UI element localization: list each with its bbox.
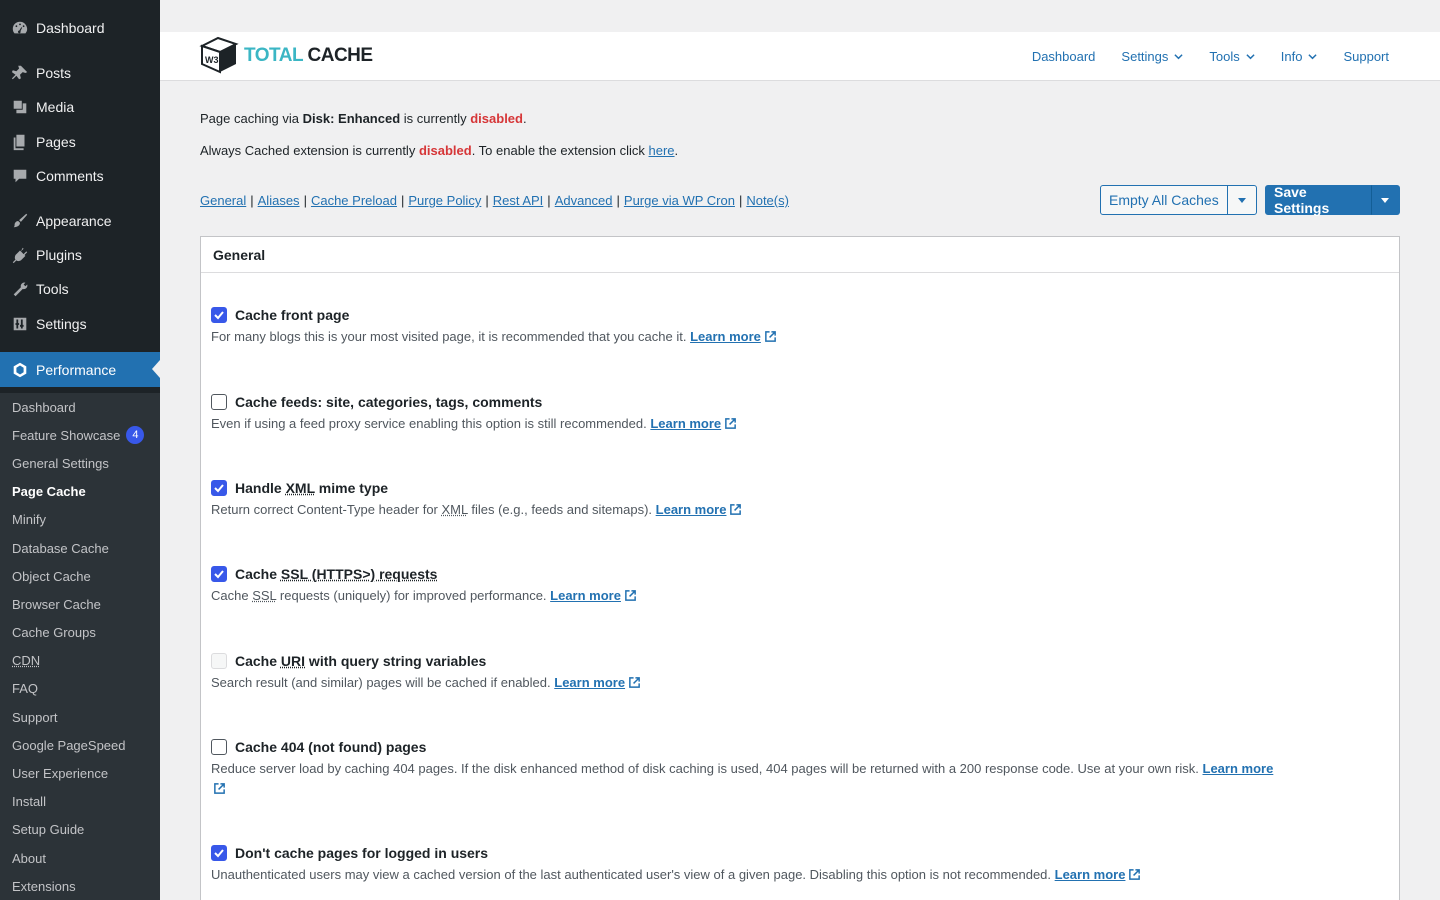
submenu-item-cdn[interactable]: CDN: [12, 653, 41, 669]
cache-404-checkbox[interactable]: [211, 739, 227, 755]
sidebar-item-settings[interactable]: [0, 307, 160, 341]
notification-badge: 4: [126, 426, 144, 444]
sidebar-item-plugins[interactable]: [0, 238, 160, 272]
logged-in-users-checkbox[interactable]: [211, 845, 227, 861]
empty-all-caches-button[interactable]: Empty All Caches: [1100, 185, 1228, 215]
sidebar-item-appearance[interactable]: [0, 204, 160, 238]
cache-front-page-checkbox[interactable]: [211, 307, 227, 323]
tab-purge-policy[interactable]: Purge Policy: [408, 193, 482, 208]
submenu-item-install[interactable]: Install: [12, 794, 46, 810]
sidebar-item-label: Posts: [36, 65, 72, 81]
learn-more-link[interactable]: Learn more: [1054, 867, 1126, 882]
page-cache-status-notice: Page caching via Disk: Enhanced is currently disabled.: [200, 111, 527, 126]
chevron-down-icon: [1308, 52, 1317, 61]
external-link-icon: [624, 589, 637, 602]
tab-general[interactable]: General: [200, 193, 247, 208]
admin-sidebar: [0, 0, 160, 900]
option-cache-uri-query: Cache URI with query string variables Search result (and similar) pages will be cached if enabled. Learn more: [211, 651, 1381, 693]
enable-extension-link[interactable]: here: [648, 143, 675, 158]
submenu-item-google-pagespeed[interactable]: Google PageSpeed: [12, 737, 126, 753]
status-disabled: disabled: [418, 143, 472, 158]
sliders-icon: [10, 314, 30, 334]
sidebar-item-label: Media: [36, 99, 75, 115]
sidebar-item-posts[interactable]: [0, 56, 160, 90]
option-cache-front-page: Cache front page For many blogs this is your most visited page, it is recommended that you cache it. Learn more: [211, 305, 1381, 347]
chevron-down-icon: [1174, 52, 1183, 61]
svg-text:W3: W3: [205, 55, 219, 65]
option-cache-404: Cache 404 (not found) pages Reduce server load by caching 404 pages. If the disk enhanced method of disk caching is used, 404 pages will be returned with a 200 response code. Use at your own risk. Learn more: [211, 737, 1381, 799]
external-link-icon: [764, 330, 777, 343]
sidebar-item-label: Settings: [36, 316, 87, 332]
learn-more-link[interactable]: Learn more: [690, 329, 761, 344]
external-link-icon: [628, 676, 641, 689]
cache-ssl-checkbox[interactable]: [211, 566, 227, 582]
submenu-item-about[interactable]: About: [12, 850, 46, 866]
cache-uri-query-checkbox[interactable]: [211, 653, 227, 669]
submenu-item-browser-cache[interactable]: Browser Cache: [12, 596, 101, 612]
save-settings-dropdown-toggle[interactable]: [1371, 185, 1400, 215]
sidebar-item-label: Performance: [36, 361, 117, 378]
submenu-item-database-cache[interactable]: Database Cache: [12, 540, 109, 556]
cube-logo-icon: [198, 36, 242, 76]
panel-title: General: [201, 237, 1399, 273]
nav-info[interactable]: Info: [1281, 49, 1318, 64]
sidebar-item-label: Dashboard: [36, 20, 105, 36]
performance-icon: [10, 360, 30, 380]
tab-cache-preload[interactable]: Cache Preload: [310, 193, 397, 208]
checkmark-icon: [213, 568, 225, 580]
comment-icon: [10, 166, 30, 186]
option-cache-feeds: Cache feeds: site, categories, tags, comments Even if using a feed proxy service enabling this option is still recommended. Learn more: [211, 392, 1381, 434]
pin-icon: [10, 63, 30, 83]
submenu-item-faq[interactable]: FAQ: [12, 681, 39, 697]
submenu-item-page-cache[interactable]: Page Cache: [12, 484, 86, 500]
external-link-icon: [1128, 868, 1141, 881]
sidebar-item-label: Comments: [36, 168, 104, 184]
option-logged-in-users: Don't cache pages for logged in users Unauthenticated users may view a cached version of the last authenticated user's view of a given page. Disabling this option is not recommended. Learn more: [211, 843, 1381, 885]
save-settings-group: [1265, 185, 1400, 215]
sidebar-item-label: Plugins: [36, 247, 82, 263]
submenu-item-setup-guide[interactable]: Setup Guide: [12, 822, 85, 838]
caret-down-icon: [1238, 198, 1246, 203]
option-cache-ssl: Cache SSL (HTTPS>) requests Cache SSL requests (uniquely) for improved performance. Learn more: [211, 564, 1381, 606]
learn-more-link[interactable]: Learn more: [655, 502, 727, 517]
dashboard-icon: [10, 18, 30, 38]
checkmark-icon: [213, 309, 225, 321]
handle-xml-mime-checkbox[interactable]: [211, 480, 227, 496]
logo-text-total: TOTAL: [244, 45, 303, 66]
learn-more-link[interactable]: Learn more: [550, 588, 621, 603]
empty-caches-dropdown-toggle[interactable]: [1227, 185, 1257, 215]
brush-icon: [10, 211, 30, 231]
sidebar-item-label: Tools: [36, 281, 69, 297]
checkmark-icon: [213, 482, 225, 494]
caret-down-icon: [1381, 198, 1389, 203]
external-link-icon: [213, 782, 226, 795]
submenu-item-minify[interactable]: Minify: [12, 512, 46, 528]
tab-notes[interactable]: Note(s): [746, 193, 789, 208]
tab-aliases[interactable]: Aliases: [257, 193, 300, 208]
tab-advanced[interactable]: Advanced: [554, 193, 613, 208]
learn-more-link[interactable]: Learn more: [1202, 761, 1274, 776]
sidebar-item-comments[interactable]: [0, 159, 160, 193]
learn-more-link[interactable]: Learn more: [554, 675, 626, 690]
performance-submenu: [0, 393, 160, 900]
status-disabled: disabled: [470, 111, 523, 126]
cache-feeds-checkbox[interactable]: [211, 394, 227, 410]
sidebar-item-label: Appearance: [36, 213, 112, 229]
general-settings-panel: [200, 236, 1400, 900]
submenu-item-feature-showcase[interactable]: Feature Showcase 4: [0, 421, 160, 449]
section-tabs: General | Aliases | Cache Preload | Purge Policy | Rest API | Advanced | Purge via WP Cron | Note(s): [200, 193, 789, 208]
w3-total-cache-logo[interactable]: [198, 36, 373, 76]
sidebar-item-dashboard[interactable]: [0, 11, 160, 45]
sidebar-item-tools[interactable]: [0, 272, 160, 306]
tab-purge-via-wp-cron[interactable]: Purge via WP Cron: [623, 193, 735, 208]
empty-caches-group: [1100, 185, 1257, 215]
submenu-item-general-settings[interactable]: General Settings: [12, 455, 109, 471]
sidebar-item-media[interactable]: [0, 90, 160, 124]
external-link-icon: [724, 417, 737, 430]
submenu-item-dashboard[interactable]: Dashboard: [12, 399, 76, 415]
plugin-top-nav: [1006, 32, 1389, 80]
plugin-header: [160, 32, 1440, 81]
option-handle-xml-mime: Handle XML mime type Return correct Content-Type header for XML files (e.g., feeds and sitemaps). Learn more: [211, 478, 1381, 520]
nav-support[interactable]: Support: [1343, 48, 1389, 64]
media-icon: [10, 97, 30, 117]
submenu-item-cache-groups[interactable]: Cache Groups: [12, 625, 96, 641]
checkmark-icon: [213, 847, 225, 859]
plug-icon: [10, 245, 30, 265]
submenu-item-object-cache[interactable]: Object Cache: [12, 568, 91, 584]
sidebar-item-label: Pages: [36, 134, 76, 150]
logo-text-cache: CACHE: [307, 45, 373, 66]
sidebar-item-pages[interactable]: [0, 125, 160, 159]
wrench-icon: [10, 279, 30, 299]
learn-more-link[interactable]: Learn more: [650, 416, 722, 431]
submenu-item-extensions[interactable]: Extensions: [12, 878, 76, 894]
nav-settings[interactable]: Settings: [1121, 49, 1183, 64]
always-cached-notice: Always Cached extension is currently disabled. To enable the extension click here.: [200, 143, 679, 158]
tab-rest-api[interactable]: Rest API: [492, 193, 544, 208]
nav-dashboard[interactable]: Dashboard: [1031, 48, 1096, 64]
nav-tools[interactable]: Tools: [1209, 49, 1254, 64]
submenu-item-support[interactable]: Support: [12, 709, 58, 725]
save-settings-button[interactable]: Save Settings: [1265, 185, 1372, 215]
external-link-icon: [729, 503, 742, 516]
submenu-item-user-experience[interactable]: User Experience: [12, 766, 109, 782]
pages-icon: [10, 132, 30, 152]
sidebar-item-performance[interactable]: [0, 352, 160, 387]
chevron-down-icon: [1246, 52, 1255, 61]
